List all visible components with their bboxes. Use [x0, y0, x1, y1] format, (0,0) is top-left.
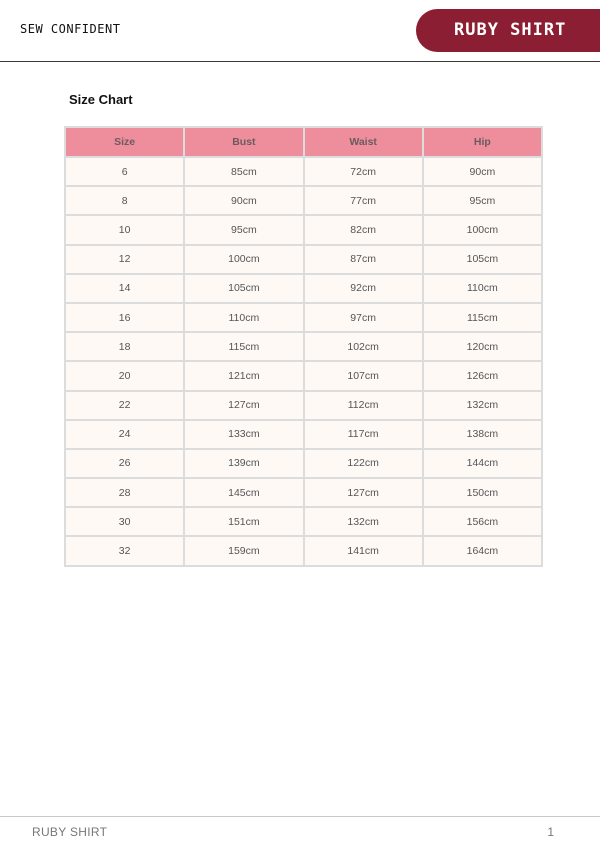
page-header	[0, 0, 600, 62]
cell-bust: 85cm	[184, 157, 303, 186]
cell-hip: 120cm	[423, 332, 542, 361]
cell-bust: 121cm	[184, 361, 303, 390]
cell-size: 18	[65, 332, 184, 361]
cell-size: 12	[65, 245, 184, 274]
column-header-bust: Bust	[184, 127, 303, 157]
cell-bust: 145cm	[184, 478, 303, 507]
cell-bust: 95cm	[184, 215, 303, 244]
cell-size: 16	[65, 303, 184, 332]
cell-bust: 133cm	[184, 420, 303, 449]
cell-size: 20	[65, 361, 184, 390]
table-header-row	[65, 127, 542, 157]
cell-bust: 151cm	[184, 507, 303, 536]
cell-hip: 105cm	[423, 245, 542, 274]
table-row	[65, 186, 542, 215]
cell-size: 10	[65, 215, 184, 244]
cell-bust: 127cm	[184, 391, 303, 420]
cell-size: 26	[65, 449, 184, 478]
cell-size: 24	[65, 420, 184, 449]
cell-size: 6	[65, 157, 184, 186]
cell-hip: 144cm	[423, 449, 542, 478]
cell-waist: 107cm	[304, 361, 423, 390]
table-row	[65, 507, 542, 536]
footer-divider	[0, 816, 600, 817]
cell-waist: 77cm	[304, 186, 423, 215]
table-row	[65, 215, 542, 244]
footer-title: RUBY SHIRT	[32, 825, 108, 839]
cell-waist: 87cm	[304, 245, 423, 274]
document-title: RUBY SHIRT	[454, 20, 567, 40]
cell-bust: 139cm	[184, 449, 303, 478]
cell-hip: 90cm	[423, 157, 542, 186]
cell-waist: 72cm	[304, 157, 423, 186]
table-row	[65, 303, 542, 332]
cell-hip: 138cm	[423, 420, 542, 449]
table-row	[65, 157, 542, 186]
column-header-waist: Waist	[304, 127, 423, 157]
cell-waist: 112cm	[304, 391, 423, 420]
cell-waist: 92cm	[304, 274, 423, 303]
cell-hip: 115cm	[423, 303, 542, 332]
cell-waist: 97cm	[304, 303, 423, 332]
table-row	[65, 391, 542, 420]
cell-waist: 117cm	[304, 420, 423, 449]
cell-size: 30	[65, 507, 184, 536]
size-chart-table	[64, 126, 543, 567]
table-row	[65, 420, 542, 449]
cell-waist: 82cm	[304, 215, 423, 244]
table-row	[65, 478, 542, 507]
cell-hip: 126cm	[423, 361, 542, 390]
cell-hip: 95cm	[423, 186, 542, 215]
table-row	[65, 332, 542, 361]
cell-bust: 159cm	[184, 536, 303, 565]
column-header-size: Size	[65, 127, 184, 157]
title-banner	[416, 9, 600, 52]
brand-name: SEW CONFIDENT	[20, 22, 121, 36]
cell-bust: 105cm	[184, 274, 303, 303]
cell-waist: 122cm	[304, 449, 423, 478]
cell-bust: 100cm	[184, 245, 303, 274]
cell-hip: 100cm	[423, 215, 542, 244]
cell-hip: 110cm	[423, 274, 542, 303]
table-row	[65, 245, 542, 274]
cell-size: 32	[65, 536, 184, 565]
cell-size: 28	[65, 478, 184, 507]
cell-size: 8	[65, 186, 184, 215]
cell-bust: 90cm	[184, 186, 303, 215]
table-row	[65, 274, 542, 303]
cell-hip: 164cm	[423, 536, 542, 565]
cell-size: 14	[65, 274, 184, 303]
cell-bust: 110cm	[184, 303, 303, 332]
page-number: 1	[547, 825, 554, 839]
cell-waist: 141cm	[304, 536, 423, 565]
cell-bust: 115cm	[184, 332, 303, 361]
table-row	[65, 361, 542, 390]
cell-waist: 127cm	[304, 478, 423, 507]
cell-hip: 156cm	[423, 507, 542, 536]
cell-waist: 102cm	[304, 332, 423, 361]
table-row	[65, 536, 542, 565]
section-title: Size Chart	[69, 92, 133, 107]
table-body	[65, 157, 542, 566]
table-row	[65, 449, 542, 478]
column-header-hip: Hip	[423, 127, 542, 157]
cell-waist: 132cm	[304, 507, 423, 536]
cell-hip: 150cm	[423, 478, 542, 507]
cell-size: 22	[65, 391, 184, 420]
cell-hip: 132cm	[423, 391, 542, 420]
